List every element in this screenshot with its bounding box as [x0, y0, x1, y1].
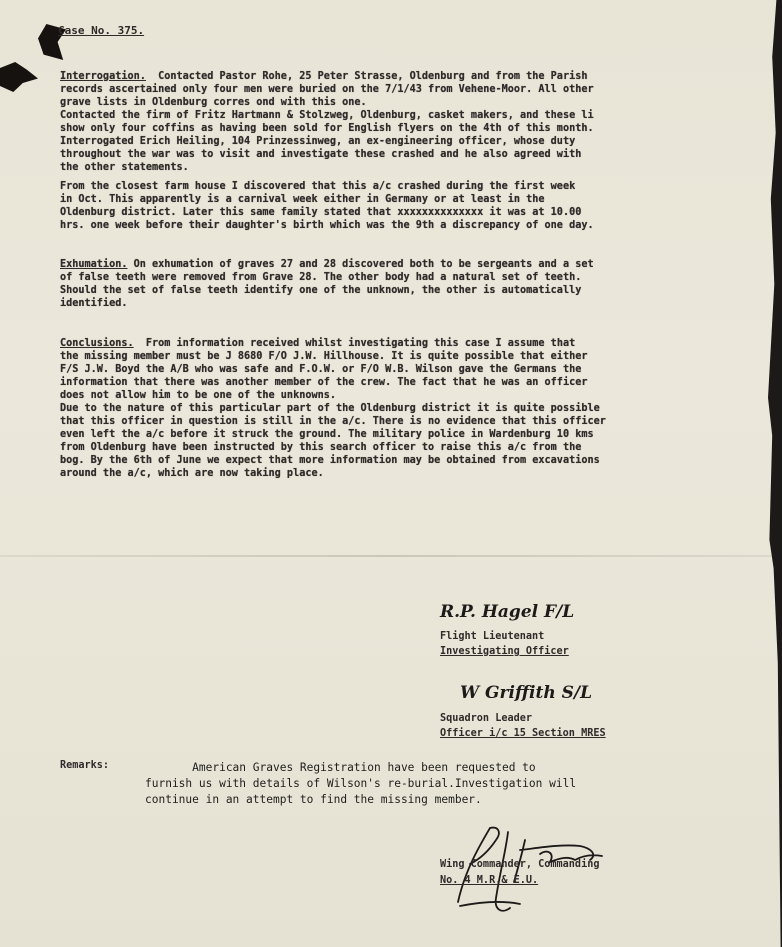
interrogation-line: Contacted the firm of Fritz Hartmann & Stolzweg, Oldenburg, casket makers, and these li [60, 110, 594, 121]
conclusions-line: information that there was another member of the crew. The fact that he was an officer [60, 377, 588, 388]
signature1-title: Investigating Officer [440, 646, 569, 657]
conclusions-line: Conclusions. From information received whilst investigating this case I assume that [60, 338, 576, 349]
torn-right-edge [768, 0, 782, 947]
interrogation-line: From the closest farm house I discovered that this a/c crashed during the first week [60, 181, 576, 192]
burn-mark [0, 62, 38, 92]
remarks-label: Remarks: [60, 760, 110, 771]
interrogation-heading: Interrogation. [60, 71, 146, 82]
conclusions-line: bog. By the 6th of June we expect that more information may be obtained from excavations [60, 455, 600, 466]
signature3-rank: Wing Commander, Commanding [440, 859, 600, 870]
exhumation-line: identified. [60, 298, 128, 309]
interrogation-line: Oldenburg district. Later this same family stated that xxxxxxxxxxxxxx it was at 10.00 [60, 207, 582, 218]
signature1-rank: Flight Lieutenant [440, 631, 545, 642]
conclusions-line: does not allow him to be one of the unknowns. [60, 390, 337, 401]
interrogation-line: hrs. one week before their daughter's birth which was the 9th a discrepancy of one day. [60, 220, 594, 231]
conclusions-line: even left the a/c before it struck the ground. The military police in Wardenburg 10 kms [60, 429, 594, 440]
interrogation-line: grave lists in Oldenburg corres ond with this one. [60, 97, 367, 108]
signature3-unit: No. 4 M.R.& E.U. [440, 875, 539, 886]
remarks-line: American Graves Registration have been requested to [145, 761, 536, 774]
conclusions-line: from Oldenburg have been instructed by this search officer to raise this a/c from the [60, 442, 582, 453]
signature-hagel: R.P. Hagel F/L [440, 602, 575, 622]
signature2-title: Officer i/c 15 Section MRES [440, 728, 606, 739]
remarks-line: furnish us with details of Wilson's re-burial.Investigation will [145, 777, 577, 790]
interrogation-line: records ascertained only four men were buried on the 7/1/43 from Vehene-Moor. All other [60, 84, 594, 95]
exhumation-line: of false teeth were removed from Grave 28. The other body had a natural set of teeth. [60, 272, 582, 283]
conclusions-line: that this officer in question is still in the a/c. There is no evidence that this officer [60, 416, 606, 427]
conclusions-line: around the a/c, which are now taking place. [60, 468, 324, 479]
interrogation-line: show only four coffins as having been sold for English flyers on the 4th of this month. [60, 123, 594, 134]
remarks-line: continue in an attempt to find the missing member. [145, 793, 482, 806]
conclusions-line: the missing member must be J 8680 F/O J.W. Hillhouse. It is quite possible that either [60, 351, 588, 362]
interrogation-line: Interrogation. Contacted Pastor Rohe, 25 Peter Strasse, Oldenburg and from the Parish [60, 71, 588, 82]
case-number: Case No. 375. [58, 24, 145, 37]
conclusions-heading: Conclusions. [60, 338, 134, 349]
exhumation-heading: Exhumation. [60, 259, 128, 270]
signature-griffith: W Griffith S/L [460, 683, 593, 703]
conclusions-line: F/S J.W. Boyd the A/B who was safe and F.O.W. or F/O W.B. Wilson gave the Germans the [60, 364, 582, 375]
interrogation-line: the other statements. [60, 162, 189, 173]
conclusions-line: Due to the nature of this particular part of the Oldenburg district it is quite possible [60, 403, 600, 414]
paper-fold [0, 555, 782, 557]
interrogation-line: Interrogated Erich Heiling, 104 Prinzessinweg, an ex-engineering officer, whose duty [60, 136, 576, 147]
interrogation-line: throughout the war was to visit and investigate these crashed and he also agreed with [60, 149, 582, 160]
signature2-rank: Squadron Leader [440, 713, 533, 724]
interrogation-line: in Oct. This apparently is a carnival week either in Germany or at least in the [60, 194, 545, 205]
exhumation-line: Exhumation. On exhumation of graves 27 and 28 discovered both to be sergeants and a set [60, 259, 594, 270]
exhumation-line: Should the set of false teeth identify one of the unknown, the other is automatically [60, 285, 582, 296]
